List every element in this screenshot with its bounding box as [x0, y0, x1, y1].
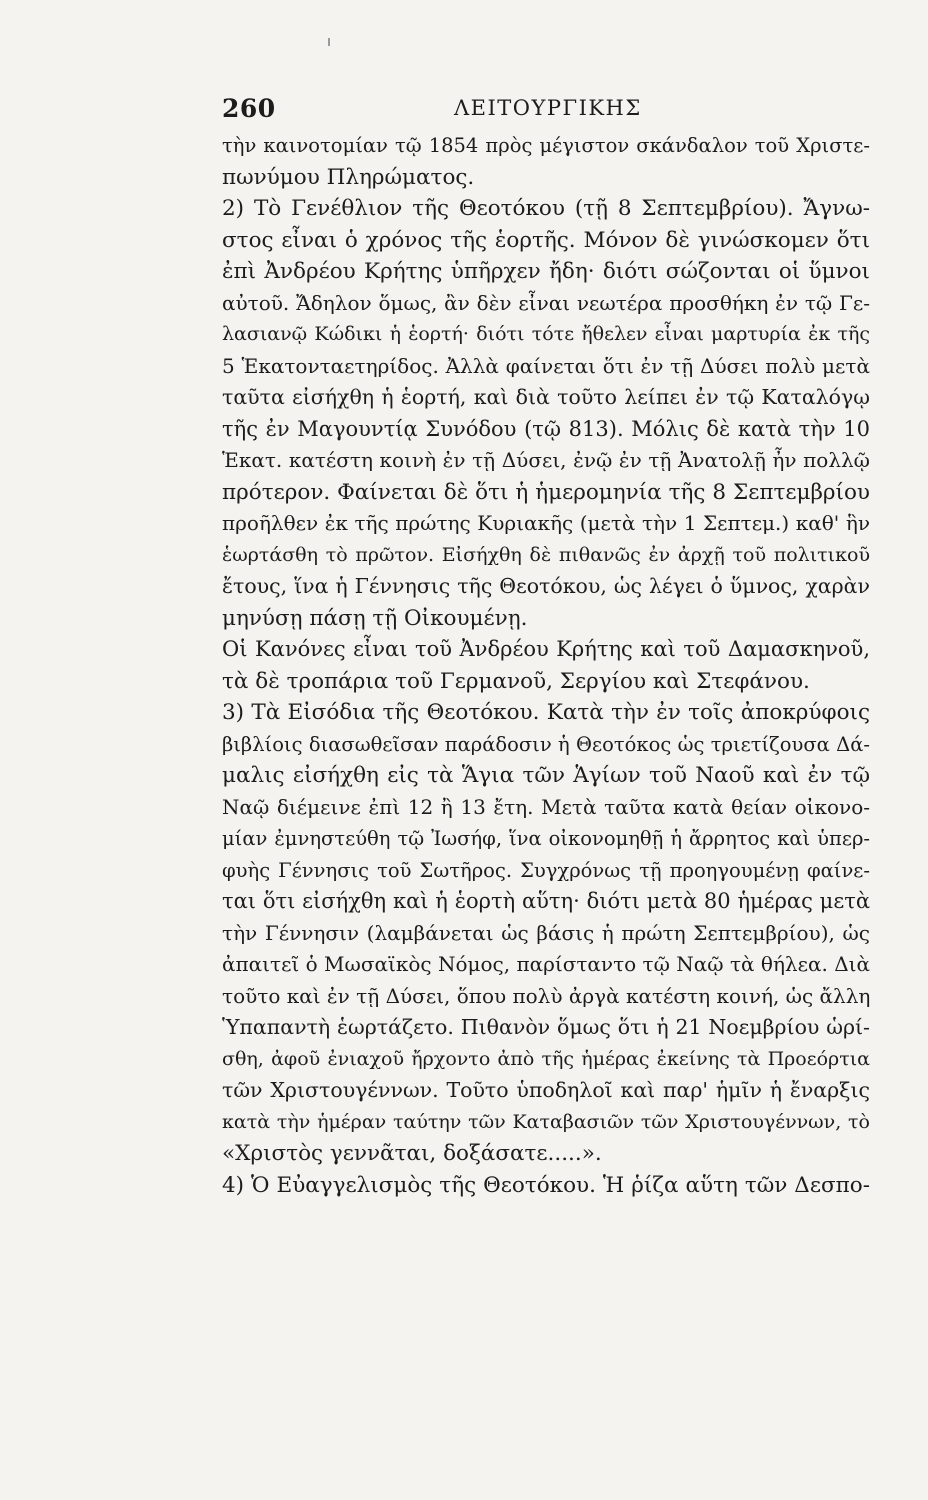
- text-line: βιβλίοις διασωθεῖσαν παράδοσιν ἡ Θεοτόκος ὡς τριετίζουσα Δά-: [222, 732, 870, 756]
- text-line: Ὑπαπαντὴ ἑωρτάζετο. Πιθανὸν ὅμως ὅτι ἡ 21 Νοεμβρίου ὡρί-: [222, 1015, 870, 1039]
- text-line: τῆς ἐν Μαγουντίᾳ Συνόδου (τῷ 813). Μόλις δὲ κατὰ τὴν 10: [222, 416, 870, 441]
- text-line: 2) Τὸ Γενέθλιον τῆς Θεοτόκου (τῇ 8 Σεπτεμβρίου). Ἄγνω-: [222, 196, 870, 221]
- text-line: 4) Ὁ Εὐαγγελισμὸς τῆς Θεοτόκου. Ἡ ῥίζα αὕτη τῶν Δεσπο-: [222, 1172, 870, 1198]
- text-line: πωνύμου Πληρώματος.: [222, 164, 475, 190]
- text-line: τὰ δὲ τροπάρια τοῦ Γερμανοῦ, Σεργίου καὶ Στεφάνου.: [222, 668, 810, 694]
- text-line: τὴν καινοτομίαν τῷ 1854 πρὸς μέγιστον σκάνδαλον τοῦ Χριστε-: [222, 134, 870, 157]
- text-line: πρότερον. Φαίνεται δὲ ὅτι ἡ ἡμερομηνία τῆς 8 Σεπτεμβρίου: [222, 479, 870, 505]
- text-line: ταῦτα εἰσήχθη ἡ ἑορτή, καὶ διὰ τοῦτο λείπει ἐν τῷ Καταλόγῳ: [222, 385, 870, 409]
- text-line: προῆλθεν ἐκ τῆς πρώτης Κυριακῆς (μετὰ τὴν 1 Σεπτεμ.) καθ' ἣν: [222, 511, 870, 535]
- text-line: Ἑκατ. κατέστη κοινὴ ἐν τῇ Δύσει, ἐνῷ ἐν τῇ Ἀνατολῇ ἦν πολλῷ: [222, 448, 870, 472]
- text-line: τῶν Χριστουγέννων. Τοῦτο ὑποδηλοῖ καὶ παρ' ἡμῖν ἡ ἔναρξις: [222, 1078, 870, 1102]
- text-line: 5 Ἑκατονταετηρίδος. Ἀλλὰ φαίνεται ὅτι ἐν τῇ Δύσει πολὺ μετὰ: [222, 353, 870, 378]
- text-line: «Χριστὸς γεννᾶται, δοξάσατε.....».: [222, 1141, 602, 1166]
- text-line: ἔτους, ἵνα ἡ Γέννησις τῆς Θεοτόκου, ὡς λέγει ὁ ὕμνος, χαρὰν: [222, 574, 870, 598]
- text-line: φυὴς Γέννησις τοῦ Σωτῆρος. Συγχρόνως τῇ προηγουμένῃ φαίνε-: [222, 858, 870, 882]
- page-header: [222, 94, 872, 128]
- paper-mark: [328, 38, 330, 46]
- text-line: τοῦτο καὶ ἐν τῇ Δύσει, ὅπου πολὺ ἀργὰ κατέστη κοινή, ὡς ἄλλη: [222, 983, 870, 1008]
- text-line: 3) Τὰ Εἰσόδια τῆς Θεοτόκου. Κατὰ τὴν ἐν τοῖς ἀποκρύφοις: [222, 700, 870, 725]
- text-line: ἑωρτάσθη τὸ πρῶτον. Εἰσήχθη δὲ πιθανῶς ἐν ἀρχῇ τοῦ πολιτικοῦ: [222, 543, 870, 566]
- text-line: σθη, ἀφοῦ ἐνιαχοῦ ἤρχοντο ἀπὸ τῆς ἡμέρας ἐκείνης τὰ Προεόρτια: [222, 1047, 870, 1070]
- text-line: αὐτοῦ. Ἄδηλον ὅμως, ἂν δὲν εἶναι νεωτέρα προσθήκη ἐν τῷ Γε-: [222, 290, 870, 315]
- text-line: τὴν Γέννησιν (λαμβάνεται ὡς βάσις ἡ πρώτη Σεπτεμβρίου), ὡς: [222, 920, 870, 945]
- text-line: Οἱ Κανόνες εἶναι τοῦ Ἀνδρέου Κρήτης καὶ τοῦ Δαμασκηνοῦ,: [222, 637, 870, 661]
- text-line: λασιανῷ Κώδικι ἡ ἑορτή· διότι τότε ἤθελεν εἶναι μαρτυρία ἐκ τῆς: [222, 323, 870, 345]
- text-line: μηνύσῃ πάσῃ τῇ Οἰκουμένῃ.: [222, 605, 528, 631]
- text-line: ἀπαιτεῖ ὁ Μωσαϊκὸς Νόμος, παρίσταντο τῷ Ναῷ τὰ θήλεα. Διὰ: [222, 952, 870, 976]
- text-line: μίαν ἐμνηστεύθη τῷ Ἰωσήφ, ἵνα οἰκονομηθῇ ἡ ἄρρητος καὶ ὑπερ-: [222, 827, 870, 850]
- running-head: ΛΕΙΤΟΥΡΓΙΚΗΣ: [454, 96, 642, 120]
- text-line: ἐπὶ Ἀνδρέου Κρήτης ὑπῆρχεν ἤδη· διότι σώζονται οἱ ὕμνοι: [222, 259, 870, 284]
- text-line: Ναῷ διέμεινε ἐπὶ 12 ἢ 13 ἔτη. Μετὰ ταῦτα κατὰ θείαν οἰκονο-: [222, 794, 870, 819]
- text-line: ται ὅτι εἰσήχθη καὶ ἡ ἑορτὴ αὕτη· διότι μετὰ 80 ἡμέρας μετὰ: [222, 889, 870, 913]
- text-line: στος εἶναι ὁ χρόνος τῆς ἑορτῆς. Μόνον δὲ γινώσκομεν ὅτι: [222, 227, 870, 253]
- body-text: [222, 130, 870, 1201]
- text-line: μαλις εἰσήχθη εἰς τὰ Ἅγια τῶν Ἁγίων τοῦ Ναοῦ καὶ ἐν τῷ: [222, 763, 870, 788]
- page-number: 260: [222, 94, 276, 123]
- text-line: κατὰ τὴν ἡμέραν ταύτην τῶν Καταβασιῶν τῶν Χριστουγέννων, τὸ: [222, 1110, 870, 1133]
